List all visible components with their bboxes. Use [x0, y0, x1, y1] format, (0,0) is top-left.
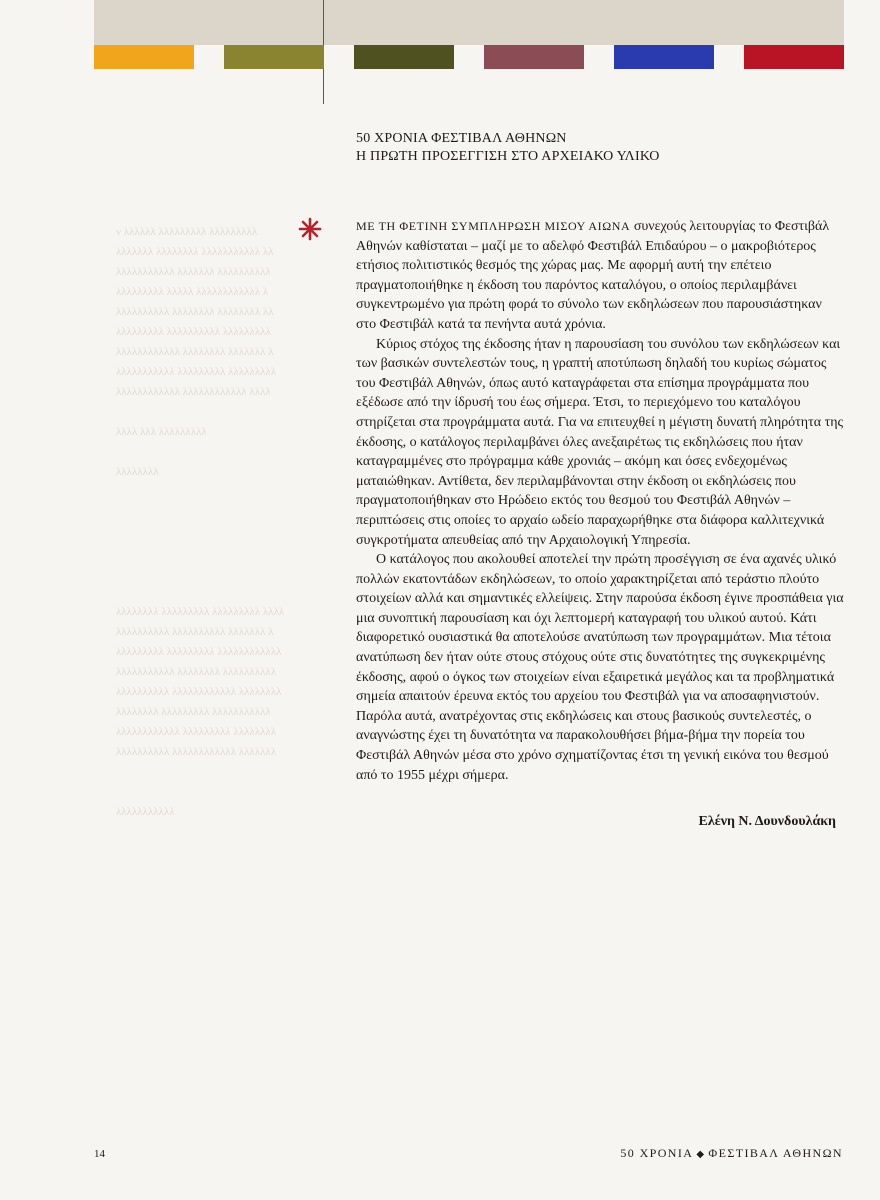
running-footer: [560, 1146, 843, 1161]
paragraph-1-text: συνεχούς λειτουργίας το Φεστιβάλ Αθηνών καθίσταται – μαζί με το αδελφό Φεστιβάλ Επιδαύρου – ο μακροβιότερος ετήσιος πολιτιστικός θεσμός της χώρας μας. Με αφορμή αυτή την επέτειο πραγματοποιήθηκε η έκδοση του παρόντος καταλόγου, ο οποίος περιλαμβάνει συγκεντρωμένο για πρώτη φορά το σύνολο των εκδηλώσεων που παρουσιάστηκαν στο Φεστιβάλ κατά τα πενήντα αυτά χρόνια.: [356, 219, 830, 332]
color-swatch-dark-olive: [354, 45, 454, 69]
author-signature: Ελένη Ν. Δουνδουλάκη: [698, 814, 836, 829]
color-swatch-ochre: [94, 45, 194, 69]
color-swatch-blue: [614, 45, 714, 69]
article-title: [356, 130, 836, 166]
asterisk-ornament-icon: [298, 217, 322, 241]
article-title-line-2: Η ΠΡΩΤΗ ΠΡΟΣΕΓΓΙΣΗ ΣΤΟ ΑΡΧΕΙΑΚΟ ΥΛΙΚΟ: [356, 149, 660, 164]
article-title-line-1: 50 ΧΡΟΝΙΑ ΦΕΣΤΙΒΑΛ ΑΘΗΝΩΝ: [356, 131, 567, 146]
show-through-text: ν λλλλλλ λλλλλλλλλ λλλλλλλλλ λλλλλλλ λλλλλλλλ λλλλλλλλλλλ λλ λλλλλλλλλλλ λλλλλλλ λλλλλλλλλλ λλλλλλλλλ λλλλλ λλλλλλλλλλλλ λ λλλλλλλλλλ λλλλλλλλ λλλλλλλλ λλ λλλλλλλλλ λλλλλλλλλλ λλλλλλλλλ λλλλλλλλλλλλ λλλλλλλλ λλλλλλλ λ λλλλλλλλλλλ λλλλλλλλλ λλλλλλλλλ λλλλλλλλλλλλ λλλλλλλλλλλλ λλλλ λλλλ λλλ λλλλλλλλλ λλλλλλλλ λλλλλλλλ λλλλλλλλλ λλλλλλλλλ λλλλ λλλλλλλλλλ λλλλλλλλλλ λλλλλλλ λ λλλλλλλλλ λλλλλλλλλ λλλλλλλλλλλλ λλλλλλλλλλλ λλλλλλλλ λλλλλλλλλλ λλλλλλλλλλ λλλλλλλλλλλλ λλλλλλλλ λλλλλλλλ λλλλλλλλλ λλλλλλλλλλλ λλλλλλλλλλλλ λλλλλλλλλ λλλλλλλλ λλλλλλλλλλ λλλλλλλλλλλλ λλλλλλλ λλλλλλλλλλλ: [116, 226, 285, 818]
color-swatch-mauve: [484, 45, 584, 69]
lead-in-caps: ΜΕ ΤΗ ΦΕΤΙΝΗ ΣΥΜΠΛΗΡΩΣΗ ΜΙΣΟΥ ΑΙΩΝΑ: [356, 219, 631, 233]
paragraph-3: Ο κατάλογος που ακολουθεί αποτελεί την πρώτη προσέγγιση σε ένα αχανές υλικό πολλών εκατοντάδων εκδηλώσεων, το οποίο χαρακτηρίζεται από τεράστιο πλούτο στοιχείων αλλά και σημαντικές ελλείψεις. Στην παρούσα έκδοση έγινε προσπάθεια για μια συνοπτική παρουσίαση και όχι λεπτομερή καταγραφή του υλικού αυτού. Κάτι διαφορετικό ουσιαστικά θα αποτελούσε ανατύπωση των προγραμμάτων. Μια τέτοια ανατύπωση δεν ήταν ούτε στους στόχους ούτε στις δυνατότητες της συγκεκριμένης έκδοσης, αφού ο όγκος των στοιχείων είναι εξαιρετικά μεγάλος και τα προβληματικά σημεία απαιτούν έρευνα εκτός του αρχείου του Φεστιβάλ για να αποσαφηνιστούν. Παρόλα αυτά, ανατρέχοντας στις εκδηλώσεις και στους βασικούς συντελεστές, ο αναγνώστης έχει τη δυνατότητα να παρακολουθήσει βήμα-βήμα την πορεία του Φεστιβάλ Αθηνών μέσα στο χρόνο σχηματίζοντας έτσι τη γενική εικόνα του θεσμού από το 1955 μέχρι σήμερα.: [356, 552, 844, 783]
article-body: [356, 217, 844, 785]
color-swatch-olive: [224, 45, 324, 69]
color-swatch-red: [744, 45, 844, 69]
footer-right-text: ΦΕΣΤΙΒΑΛ ΑΘΗΝΩΝ: [708, 1146, 843, 1160]
header-color-band: [94, 0, 844, 45]
diamond-icon: ◆: [696, 1149, 706, 1160]
footer-left-text: 50 ΧΡΟΝΙΑ: [620, 1146, 694, 1160]
page-number: 14: [94, 1148, 105, 1160]
paragraph-2: Κύριος στόχος της έκδοσης ήταν η παρουσίαση του συνόλου των εκδηλώσεων και των βασικών συντελεστών τους, η γραπτή αποτύπωση δηλαδή του κυρίως σώματος του Φεστιβάλ Αθηνών, όπως αυτό καταγράφεται στα επίσημα προγράμματα που εξέδωσε από την ίδρυσή του έως σήμερα. Έτσι, το περιεχόμενο του καταλόγου στηρίζεται στα προγράμματα αυτά. Για να επιτευχθεί η μέγιστη δυνατή πληρότητα της έκδοσης, ο κατάλογος περιλαμβάνει όλες ανεξαιρέτως τις εκδηλώσεις που ήταν καταγραμμένες στο πρόγραμμα κάθε χρονιάς – ακόμη και όσες ενδεχομένως ματαιώθηκαν. Αντίθετα, δεν περιλαμβάνονται στην έκδοση οι εκδηλώσεις που πραγματοποιήθηκαν στο Ηρώδειο εκτός του θεσμού του Φεστιβάλ Αθηνών – περιπτώσεις στις οποίες το αρχαίο ωδείο παραχωρήθηκε στα διάφορα καλλιτεχνικά συγκροτήματα απευθείας από την Αρχαιολογική Υπηρεσία.: [356, 336, 844, 548]
paragraph-1: [356, 217, 844, 335]
